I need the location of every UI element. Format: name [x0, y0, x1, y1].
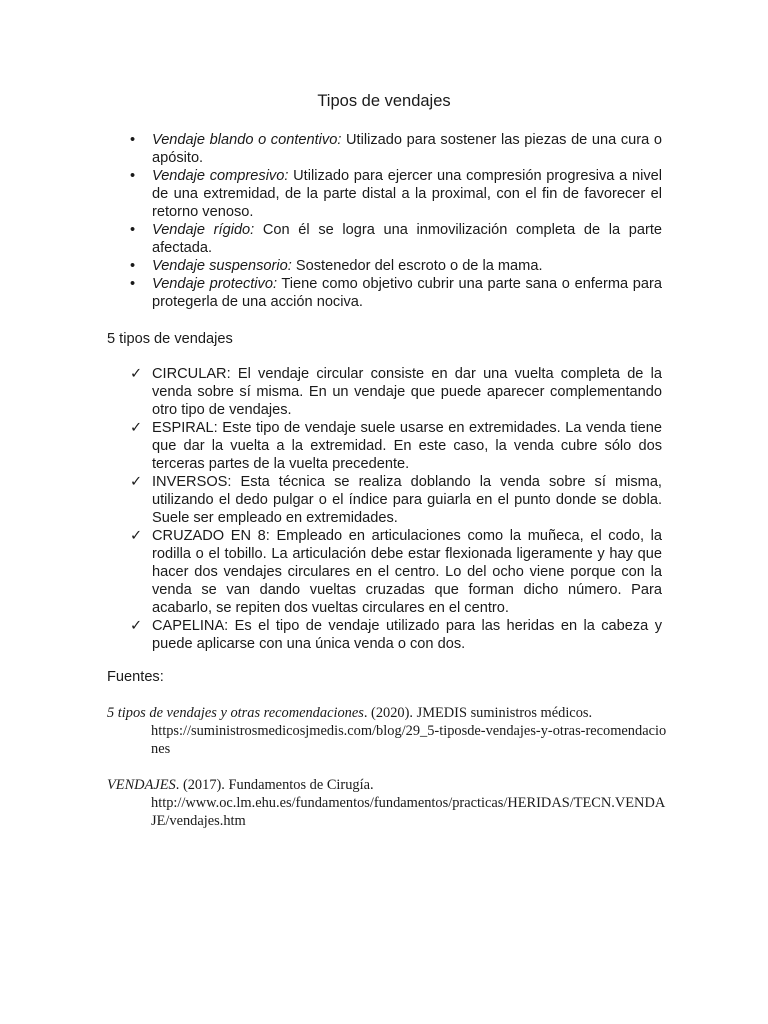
- reference-title: 5 tipos de vendajes y otras recomendaciones: [107, 705, 364, 721]
- reference-url[interactable]: http://www.oc.lm.ehu.es/fundamentos/fundamentos/practicas/HERIDAS/TECN.VENDAJE/vendajes.htm: [151, 795, 666, 829]
- definition-text: Con él se logra una inmovilización completa de la parte afectada.: [152, 222, 662, 256]
- definition-term: Vendaje protectivo:: [152, 276, 278, 292]
- list-item: [130, 131, 662, 167]
- section-heading-sources: Fuentes:: [107, 669, 164, 685]
- type-text: ESPIRAL: Este tipo de vendaje suele usarse en extremidades. La venda tiene que dar la vuelta a la extremidad. En este caso, la venda cubre sólo dos terceras partes de la vuelta precedente.: [152, 420, 662, 472]
- reference-title: VENDAJES: [107, 777, 176, 793]
- bullet-icon: •: [130, 222, 136, 238]
- definition-term: Vendaje blando o contentivo:: [152, 132, 342, 148]
- list-item: [130, 473, 662, 527]
- list-item: [130, 221, 662, 257]
- reference-url[interactable]: https://suministrosmedicosjmedis.com/blog/29_5-tiposde-vendajes-y-otras-recomendaciones: [151, 723, 667, 757]
- definition-text: Sostenedor del escroto o de la mama.: [291, 258, 543, 274]
- list-item: [130, 275, 662, 311]
- definitions-list: [130, 131, 662, 311]
- reference-entry: [107, 704, 667, 758]
- list-item: [130, 167, 662, 221]
- checkmark-icon: ✓: [130, 528, 143, 544]
- reference-details: . (2017). Fundamentos de Cirugía.: [175, 777, 374, 793]
- section-heading-types: 5 tipos de vendajes: [107, 331, 233, 347]
- checkmark-icon: ✓: [130, 366, 143, 382]
- reference-details: . (2020). JMEDIS suministros médicos.: [363, 705, 593, 721]
- type-text: CRUZADO EN 8: Empleado en articulaciones como la muñeca, el codo, la rodilla o el tobillo. La articulación debe estar flexionada ligeramente y hay que hacer dos vendajes circulares en el centro. Lo del ocho viene porque con la venda se van dando vueltas cruzadas que forman dicho número. Para acabarlo, se repiten dos vueltas circulares en el centro.: [152, 528, 662, 616]
- bullet-icon: •: [130, 168, 136, 184]
- bullet-icon: •: [130, 258, 136, 274]
- definition-text: Utilizado para ejercer una compresión progresiva a nivel de una extremidad, de la parte distal a la proximal, con el fin de favorecer el retorno venoso.: [152, 168, 662, 220]
- list-item: [130, 617, 662, 653]
- reference-entry: [107, 776, 667, 830]
- list-item: [130, 527, 662, 617]
- checkmark-icon: ✓: [130, 618, 143, 634]
- type-text: INVERSOS: Esta técnica se realiza doblando la venda sobre sí misma, utilizando el dedo pulgar o el índice para guiarla en el punto donde se dobla. Suele ser empleado en extremidades.: [152, 474, 662, 526]
- page-title: Tipos de vendajes: [317, 92, 451, 110]
- definition-term: Vendaje suspensorio:: [152, 258, 292, 274]
- bullet-icon: •: [130, 132, 136, 148]
- checkmark-icon: ✓: [130, 420, 143, 436]
- type-text: CIRCULAR: El vendaje circular consiste en dar una vuelta completa de la venda sobre sí misma. En un vendaje que puede aparecer complementando otro tipo de vendajes.: [152, 366, 662, 418]
- definition-text: Utilizado para sostener las piezas de una cura o apósito.: [152, 132, 662, 166]
- list-item: [130, 365, 662, 419]
- definition-term: Vendaje compresivo:: [152, 168, 289, 184]
- type-text: CAPELINA: Es el tipo de vendaje utilizado para las heridas en la cabeza y puede aplicarse con una única venda o con dos.: [152, 618, 662, 652]
- list-item: [130, 257, 662, 275]
- definition-term: Vendaje rígido:: [152, 222, 255, 238]
- definition-text: Tiene como objetivo cubrir una parte sana o enferma para protegerla de una acción nociva.: [152, 276, 662, 310]
- types-list: [130, 365, 662, 653]
- list-item: [130, 419, 662, 473]
- bullet-icon: •: [130, 276, 136, 292]
- checkmark-icon: ✓: [130, 474, 143, 490]
